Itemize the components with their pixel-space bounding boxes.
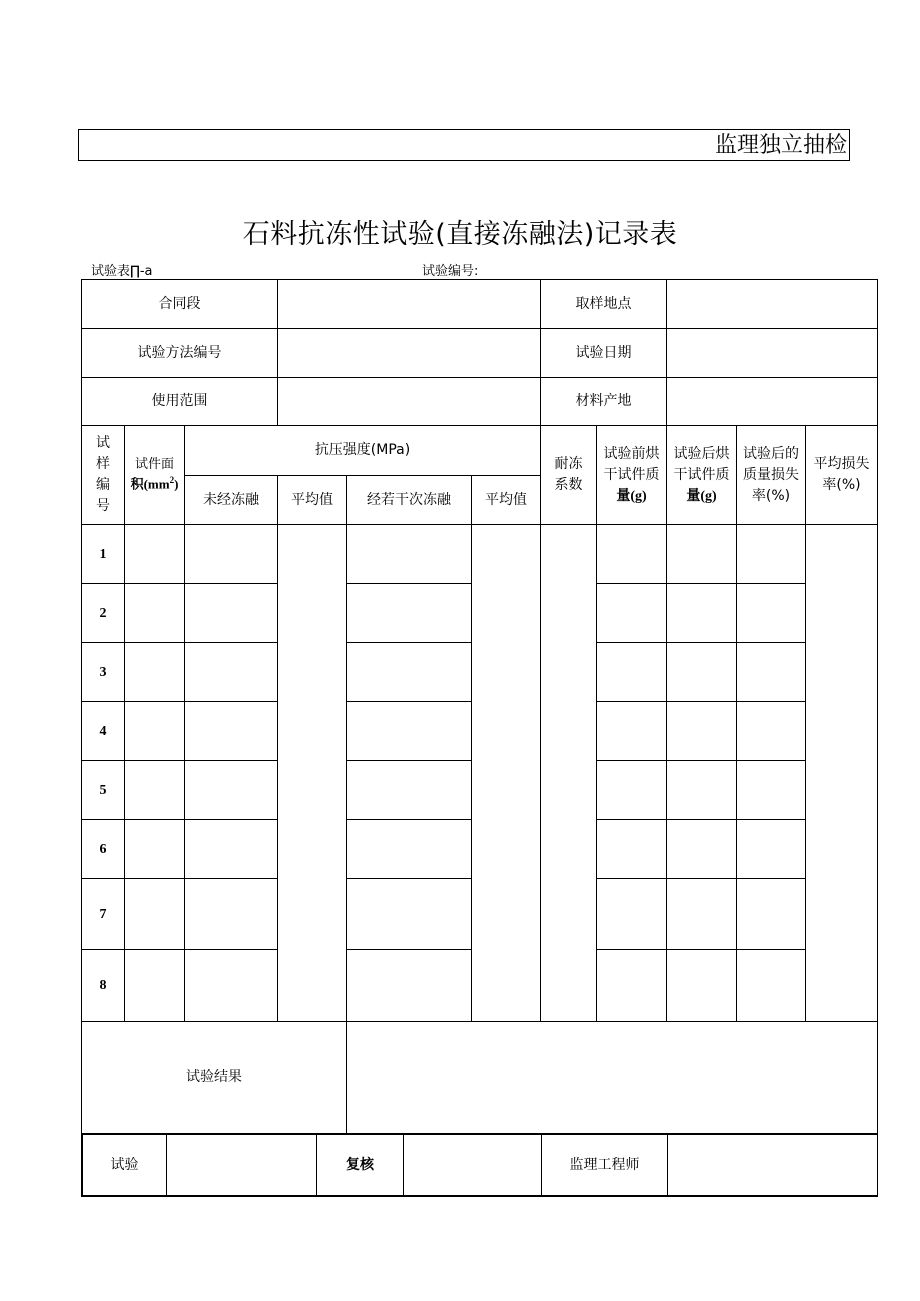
frozen-strength-cell[interactable] <box>347 584 472 643</box>
mass-loss-rate-cell[interactable] <box>737 584 806 643</box>
header-char: 编 <box>96 477 110 493</box>
mass-before-line3: 量(g) <box>616 488 647 504</box>
mass-before-cell[interactable] <box>597 525 667 584</box>
unfrozen-strength-cell[interactable] <box>185 950 278 1022</box>
mass-loss-rate-cell[interactable] <box>737 761 806 820</box>
info-row-method <box>82 329 878 378</box>
test-result-value[interactable] <box>347 1022 878 1134</box>
mass-loss-rate-header <box>737 426 806 525</box>
banner-text: 监理独立抽检 <box>714 133 847 158</box>
supervisor-label: 监理工程师 <box>542 1135 668 1196</box>
mass-after-cell[interactable] <box>667 820 737 879</box>
material-origin-label: 材料产地 <box>541 378 667 426</box>
mass-before-cell[interactable] <box>597 820 667 879</box>
average-header-2: 平均值 <box>472 476 541 525</box>
mass-before-cell[interactable] <box>597 950 667 1022</box>
frozen-strength-cell[interactable] <box>347 702 472 761</box>
sample-number: 6 <box>82 820 125 879</box>
test-method-label: 试验方法编号 <box>82 329 278 378</box>
reviewer-signature[interactable] <box>404 1135 542 1196</box>
sample-number-header <box>82 426 125 525</box>
mass-after-cell[interactable] <box>667 702 737 761</box>
specimen-area-cell[interactable] <box>125 879 185 950</box>
unfrozen-average-cell[interactable] <box>278 525 347 1022</box>
test-method-value[interactable] <box>278 329 541 378</box>
form-code: 试验表∏-a <box>91 264 153 279</box>
specimen-area-cell[interactable] <box>125 584 185 643</box>
mass-before-line1: 试验前烘 <box>603 445 660 462</box>
sampling-location-label: 取样地点 <box>541 280 667 329</box>
mass-after-cell[interactable] <box>667 643 737 702</box>
area-header-sup: 2 <box>169 475 175 486</box>
sample-number: 7 <box>82 879 125 950</box>
unfrozen-strength-cell[interactable] <box>185 525 278 584</box>
frozen-strength-cell[interactable] <box>347 643 472 702</box>
specimen-area-cell[interactable] <box>125 820 185 879</box>
header-char: 样 <box>96 456 110 472</box>
frost-coef-line2: 系数 <box>554 477 583 493</box>
result-row <box>82 1022 878 1134</box>
loss-rate-line3: 率(%) <box>751 487 791 504</box>
signature-table <box>82 1134 878 1196</box>
loss-rate-line1: 试验后的 <box>743 445 800 462</box>
mass-after-cell[interactable] <box>667 879 737 950</box>
after-cycles-header: 经若干次冻融 <box>347 476 472 525</box>
mass-before-cell[interactable] <box>597 643 667 702</box>
sampling-location-value[interactable] <box>667 280 878 329</box>
frozen-strength-cell[interactable] <box>347 879 472 950</box>
frozen-average-cell[interactable] <box>472 525 541 1022</box>
header-row-1 <box>82 426 878 476</box>
mass-before-cell[interactable] <box>597 702 667 761</box>
mass-after-line2: 干试件质 <box>673 466 730 483</box>
average-loss-rate-header <box>806 426 878 525</box>
sample-number: 3 <box>82 643 125 702</box>
mass-loss-rate-cell[interactable] <box>737 525 806 584</box>
header-char: 试 <box>96 435 110 451</box>
usage-scope-value[interactable] <box>278 378 541 426</box>
sample-number: 4 <box>82 702 125 761</box>
unfrozen-strength-cell[interactable] <box>185 761 278 820</box>
unfrozen-header: 未经冻融 <box>185 476 278 525</box>
reviewer-label: 复核 <box>317 1135 404 1196</box>
mass-loss-rate-cell[interactable] <box>737 643 806 702</box>
header-char: 号 <box>96 498 110 514</box>
info-row-contract <box>82 280 878 329</box>
contract-section-value[interactable] <box>278 280 541 329</box>
specimen-area-cell[interactable] <box>125 643 185 702</box>
independent-inspection-banner <box>78 129 850 161</box>
mass-before-header <box>597 426 667 525</box>
mass-after-cell[interactable] <box>667 525 737 584</box>
test-result-label: 试验结果 <box>82 1022 347 1134</box>
frozen-strength-cell[interactable] <box>347 950 472 1022</box>
area-header-line1: 试件面 <box>134 456 174 472</box>
unfrozen-strength-cell[interactable] <box>185 879 278 950</box>
unfrozen-strength-cell[interactable] <box>185 702 278 761</box>
test-date-label: 试验日期 <box>541 329 667 378</box>
specimen-area-header <box>125 426 185 525</box>
frozen-strength-cell[interactable] <box>347 761 472 820</box>
mass-after-cell[interactable] <box>667 584 737 643</box>
mass-loss-rate-cell[interactable] <box>737 702 806 761</box>
mass-after-header <box>667 426 737 525</box>
specimen-area-cell[interactable] <box>125 761 185 820</box>
tester-label: 试验 <box>83 1135 167 1196</box>
specimen-area-cell[interactable] <box>125 525 185 584</box>
test-date-value[interactable] <box>667 329 878 378</box>
tester-signature[interactable] <box>167 1135 317 1196</box>
mass-before-cell[interactable] <box>597 584 667 643</box>
mass-after-cell[interactable] <box>667 950 737 1022</box>
mass-after-line1: 试验后烘 <box>673 445 730 462</box>
contract-section-label: 合同段 <box>82 280 278 329</box>
average-header-1: 平均值 <box>278 476 347 525</box>
record-table <box>81 279 878 1197</box>
average-loss-rate-cell[interactable] <box>806 525 878 1022</box>
specimen-area-cell[interactable] <box>125 950 185 1022</box>
sample-number: 1 <box>82 525 125 584</box>
unfrozen-strength-cell[interactable] <box>185 820 278 879</box>
sample-number: 8 <box>82 950 125 1022</box>
test-number-label: 试验编号: <box>422 264 479 279</box>
supervisor-signature[interactable] <box>668 1135 878 1196</box>
info-row-usage <box>82 378 878 426</box>
sample-number: 5 <box>82 761 125 820</box>
frost-coefficient-cell[interactable] <box>541 525 597 1022</box>
mass-before-line2: 干试件质 <box>603 466 660 483</box>
mass-after-cell[interactable] <box>667 761 737 820</box>
mass-loss-rate-cell[interactable] <box>737 879 806 950</box>
unfrozen-strength-cell[interactable] <box>185 584 278 643</box>
mass-before-cell[interactable] <box>597 761 667 820</box>
mass-after-line3: 量(g) <box>686 488 717 504</box>
frost-coefficient-header <box>541 426 597 525</box>
loss-rate-line2: 质量损失 <box>743 466 800 483</box>
page-title: 石料抗冻性试验(直接冻融法)记录表 <box>242 219 678 250</box>
usage-scope-label: 使用范围 <box>82 378 278 426</box>
unfrozen-strength-cell[interactable] <box>185 643 278 702</box>
mass-loss-rate-cell[interactable] <box>737 820 806 879</box>
frozen-strength-cell[interactable] <box>347 525 472 584</box>
frozen-strength-cell[interactable] <box>347 820 472 879</box>
area-header-close: ) <box>174 476 179 492</box>
avg-loss-line1: 平均损失 <box>813 456 870 472</box>
avg-loss-line2: 率(%) <box>822 477 861 493</box>
compressive-strength-header: 抗压强度(MPa) <box>185 426 541 476</box>
frost-coef-line1: 耐冻 <box>554 456 583 472</box>
specimen-area-cell[interactable] <box>125 702 185 761</box>
mass-loss-rate-cell[interactable] <box>737 950 806 1022</box>
area-header-line2: 积(mm <box>130 476 170 492</box>
mass-before-cell[interactable] <box>597 879 667 950</box>
signature-row <box>82 1134 878 1197</box>
table-row <box>82 525 878 584</box>
material-origin-value[interactable] <box>667 378 878 426</box>
sample-number: 2 <box>82 584 125 643</box>
